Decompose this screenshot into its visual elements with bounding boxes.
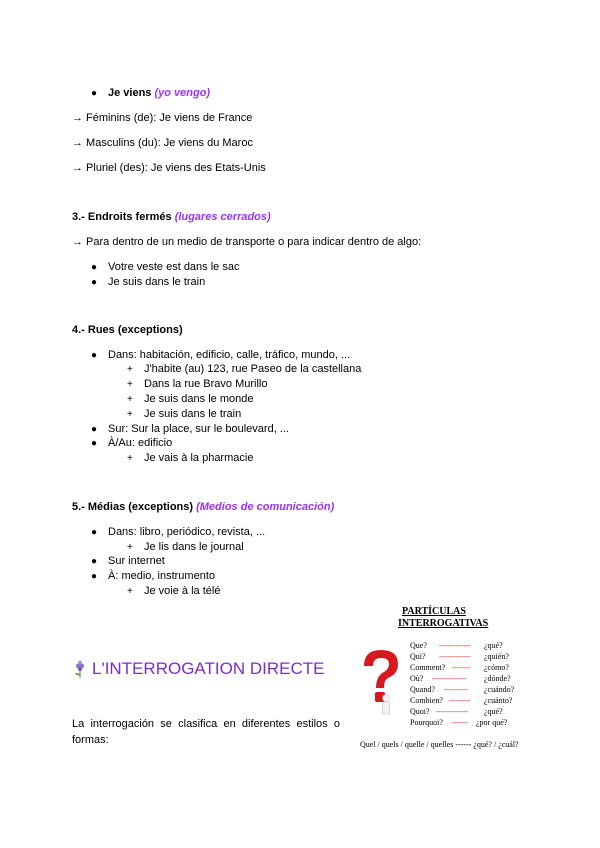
row-fr: Qui? bbox=[410, 652, 426, 661]
bullet-icon: ● bbox=[91, 88, 98, 99]
plus-icon: + bbox=[127, 542, 133, 553]
plus-icon: + bbox=[127, 379, 133, 390]
row-fr: Pourquoi? bbox=[410, 718, 443, 727]
row-es: ¿qué? bbox=[484, 641, 503, 650]
list-item: Je vais à la pharmacie bbox=[144, 452, 254, 464]
section3-heading bbox=[72, 211, 271, 223]
row-es: ¿cómo? bbox=[484, 663, 509, 672]
je-viens-translation: (yo vengo) bbox=[154, 87, 211, 99]
row-fr: Que? bbox=[410, 641, 427, 650]
plus-icon: + bbox=[127, 586, 133, 597]
plus-icon: + bbox=[127, 364, 133, 375]
plus-icon: + bbox=[127, 409, 133, 420]
row-es: ¿qué? bbox=[484, 707, 503, 716]
plus-icon: + bbox=[127, 394, 133, 405]
section5-a: À: medio, instrumento bbox=[108, 570, 215, 582]
bullet-icon: ● bbox=[91, 350, 98, 361]
arrow-dash: ------------ bbox=[436, 707, 468, 716]
pluriel-line: → Pluriel (des): Je viens des Etats-Unis bbox=[72, 162, 266, 174]
bullet-icon: ● bbox=[91, 571, 98, 582]
je-viens-line bbox=[108, 87, 210, 99]
list-item: Je suis dans le monde bbox=[144, 393, 254, 405]
plus-icon: + bbox=[127, 453, 133, 464]
particulas-figure bbox=[356, 606, 534, 766]
row-fr: Combien? bbox=[410, 696, 443, 705]
section4-a: À/Au: edificio bbox=[108, 437, 173, 449]
bullet-icon: ● bbox=[91, 527, 98, 538]
bullet-icon: ● bbox=[91, 424, 98, 435]
row-es: ¿por qué? bbox=[476, 718, 508, 727]
arrow-dash: ------------ bbox=[439, 652, 471, 661]
row-es: ¿quién? bbox=[484, 652, 509, 661]
section5-title: 5.- Médias (exceptions) bbox=[72, 501, 194, 513]
section4-sur: Sur: Sur la place, sur le boulevard, ... bbox=[108, 423, 289, 435]
arrow-dash: ------- bbox=[452, 663, 471, 672]
row-es: ¿cuándo? bbox=[484, 685, 515, 694]
lavender-flower-icon bbox=[73, 660, 87, 678]
arrow-dash: ------ bbox=[452, 718, 468, 727]
red-question-mark-icon bbox=[356, 648, 406, 716]
row-fr: Où? bbox=[410, 674, 424, 683]
section4-title: 4.- Rues (exceptions) bbox=[72, 324, 183, 336]
arrow-dash: ------------- bbox=[432, 674, 467, 683]
list-item: Je suis dans le train bbox=[144, 408, 242, 420]
figure-bottom-line: Quel / quels / quelle / quelles ------ ¿qué? / ¿cuál? bbox=[360, 740, 519, 749]
row-es: ¿cuánto? bbox=[484, 696, 513, 705]
row-fr: Quand? bbox=[410, 685, 435, 694]
bullet-icon: ● bbox=[91, 438, 98, 449]
section5-sur: Sur internet bbox=[108, 555, 165, 567]
figure-title-line1: PARTÍCULAS bbox=[402, 606, 466, 617]
figure-title-line2: INTERROGATIVAS bbox=[398, 618, 489, 629]
list-item: Votre veste est dans le sac bbox=[108, 261, 240, 273]
bullet-icon: ● bbox=[91, 277, 98, 288]
masculins-line: → Masculins (du): Je viens du Maroc bbox=[72, 137, 253, 149]
bullet-icon: ● bbox=[91, 262, 98, 273]
list-item: Je lis dans le journal bbox=[144, 541, 244, 553]
arrow-dash: --------- bbox=[444, 685, 468, 694]
row-fr: Quoi? bbox=[410, 707, 430, 716]
section3-title: 3.- Endroits fermés bbox=[72, 211, 172, 223]
arrow-dash: ------------ bbox=[439, 641, 471, 650]
interrogation-paragraph: La interrogación se clasifica en diferentes estilos o formas: bbox=[72, 718, 340, 746]
arrow-dash: -------- bbox=[449, 696, 471, 705]
section4-dans: Dans: habitación, edificio, calle, tráfico, mundo, ... bbox=[108, 349, 351, 361]
section5-translation: (Medios de comunicación) bbox=[196, 501, 335, 513]
section3-translation: (lugares cerrados) bbox=[174, 211, 271, 223]
section5-heading bbox=[72, 501, 334, 513]
je-viens-label: Je viens bbox=[108, 87, 152, 99]
bullet-icon: ● bbox=[91, 556, 98, 567]
list-item: J'habite (au) 123, rue Paseo de la castellana bbox=[144, 363, 362, 375]
section5-dans: Dans: libro, periódico, revista, ... bbox=[108, 526, 266, 538]
interrogation-heading: L'INTERROGATION DIRECTE bbox=[92, 659, 325, 678]
section3-intro: → Para dentro de un medio de transporte o para indicar dentro de algo: bbox=[72, 236, 422, 248]
row-es: ¿dónde? bbox=[484, 674, 511, 683]
list-item: Je voie à la télé bbox=[144, 585, 221, 597]
list-item: Je suis dans le train bbox=[108, 276, 206, 288]
list-item: Dans la rue Bravo Murillo bbox=[144, 378, 268, 390]
row-fr: Comment? bbox=[410, 663, 446, 672]
feminins-line: → Féminins (de): Je viens de France bbox=[72, 112, 253, 124]
